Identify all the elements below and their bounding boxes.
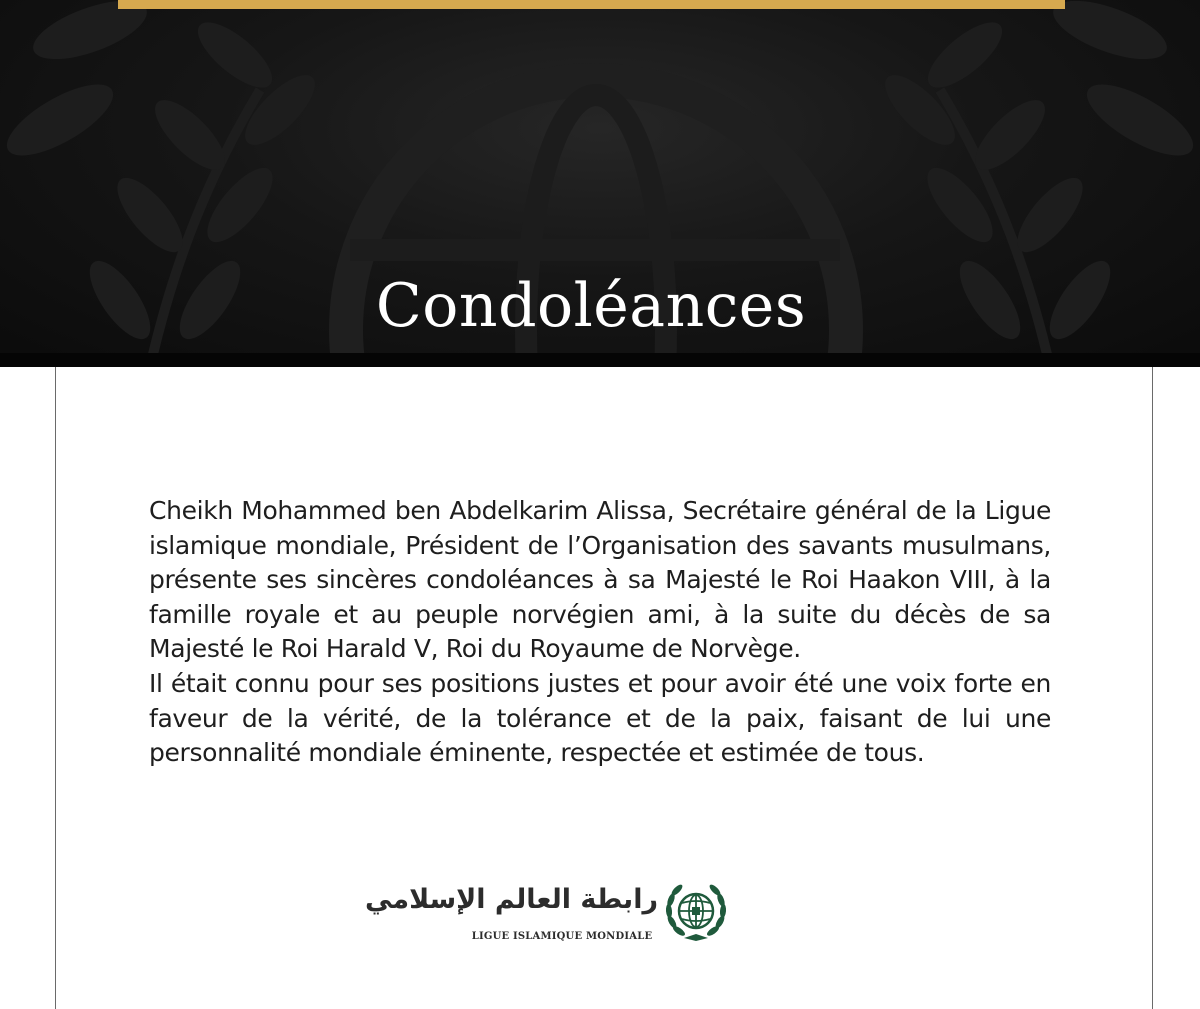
statement-paragraph: Cheikh Mohammed ben Abdelkarim Alissa, Secrétaire général de la Ligue islamique mondiale, Président de l’Organisation des savants musulmans, présente ses sincères condoléances à sa Majesté le Roi Haakon VIII, à la famille royale et au peuple norvégien ami, à la suite du décès de sa Majesté le Roi Harald V, Roi du Royaume de Norvège. [149,496,1051,664]
statement-paragraph: Il était connu pour ses positions justes et pour avoir été une voix forte en faveur de la vérité, de la tolérance et de la paix, faisant de lui une personnalité mondiale éminente, respectée et estimée de tous. [149,668,1051,768]
header-banner [0,0,1200,367]
page-title: Condoléances [375,271,807,341]
logo-arabic-wordmark: رابطة العالم الإسلامي [365,884,658,915]
banner-bottom-strip [0,353,1200,367]
condolence-statement [149,494,1051,771]
gold-accent-bar [118,0,1065,9]
card-border-left [55,367,56,1009]
globe-wreath-emblem-icon [662,878,730,946]
logo-latin-wordmark: LIGUE ISLAMIQUE MONDIALE [471,931,653,942]
card-border-right [1152,367,1153,1009]
organization-logo [365,876,734,948]
